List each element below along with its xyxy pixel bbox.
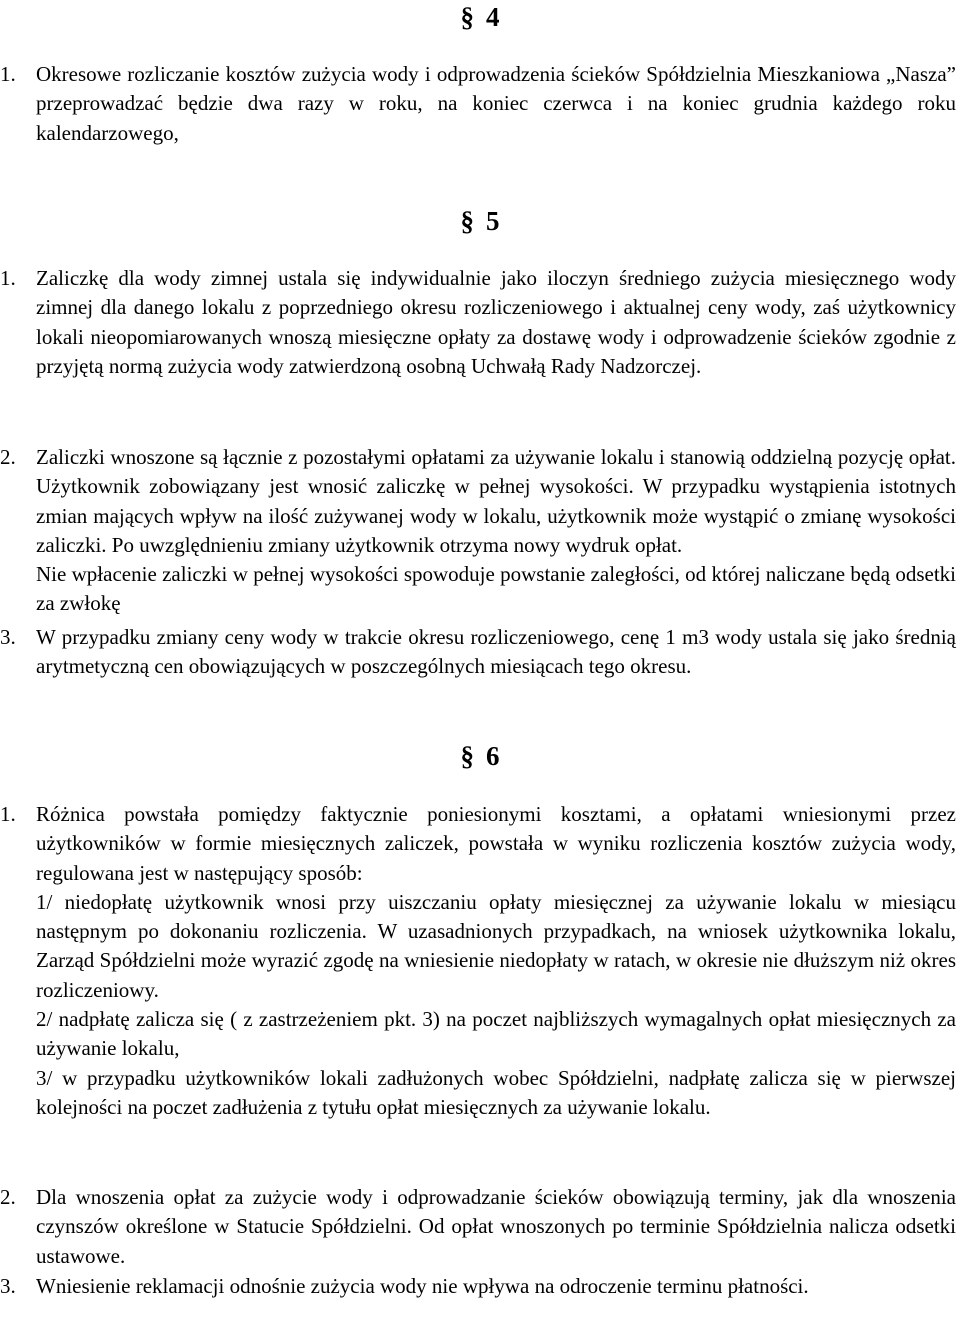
- section-number: 5: [486, 206, 500, 236]
- section-symbol: §: [460, 2, 474, 32]
- item-number: 2.: [0, 1185, 16, 1209]
- section-number: 6: [486, 741, 500, 771]
- item-text: [36, 60, 956, 148]
- item-text: [36, 1183, 956, 1271]
- item-text: [36, 264, 956, 381]
- section-heading: [0, 206, 960, 236]
- item-number: 3.: [0, 1274, 16, 1298]
- item-text: [36, 800, 956, 1122]
- section-heading: [0, 741, 960, 771]
- paragraph: Wniesienie reklamacji odnośnie zużycia wody nie wpływa na odroczenie terminu płatności.: [36, 1274, 809, 1298]
- paragraph: W przypadku zmiany ceny wody w trakcie okresu rozliczeniowego, cenę 1 m3 wody ustala się jako średnią arytmetyczną cen obowiązujących w poszczególnych miesiącach tego okresu.: [36, 625, 956, 679]
- paragraph: Okresowe rozliczanie kosztów zużycia wody i odprowadzenia ścieków Spółdzielnia Mieszkaniowa „Nasza” przeprowadzać będzie dwa razy w roku, na koniec czerwca i na koniec grudnia każdego roku kalendarzowego,: [36, 62, 956, 145]
- paragraph: 3/ w przypadku użytkowników lokali zadłużonych wobec Spółdzielni, nadpłatę zalicza się w pierwszej kolejności na poczet zadłużenia z tytułu opłat miesięcznych za używanie lokalu.: [36, 1065, 956, 1119]
- item-text: [36, 443, 956, 619]
- paragraph: Dla wnoszenia opłat za zużycie wody i odprowadzanie ścieków obowiązują terminy, jak dla wnoszenia czynszów określone w Statucie Spółdzielni. Od opłat wnoszonych po terminie Spółdzielnia nalicza odsetki ustawowe.: [36, 1185, 956, 1268]
- item-number: 1.: [0, 802, 16, 826]
- section-symbol: §: [460, 741, 474, 771]
- item-number: 1.: [0, 266, 16, 290]
- item-text: [36, 1272, 956, 1301]
- section-number: 4: [486, 2, 500, 32]
- section-heading: [0, 2, 960, 32]
- paragraph: Zaliczkę dla wody zimnej ustala się indywidualnie jako iloczyn średniego zużycia miesięcznego wody zimnej dla danego lokalu z poprzedniego okresu rozliczeniowego i aktualnej ceny wody, zaś użytkownicy lokali nieopomiarowanych wnoszą miesięczne opłaty za dostawę wody i odprowadzenie ścieków zgodnie z przyjętą normą zużycia wody zatwierdzoną osobną Uchwałą Rady Nadzorczej.: [36, 266, 956, 378]
- paragraph: Różnica powstała pomiędzy faktycznie poniesionymi kosztami, a opłatami wniesionymi przez użytkowników w formie miesięcznych zaliczek, powstała w wyniku rozliczenia kosztów zużycia wody, regulowana jest w następujący sposób:: [36, 802, 956, 885]
- item-number: 1.: [0, 62, 16, 86]
- item-number: 2.: [0, 445, 16, 469]
- paragraph: Nie wpłacenie zaliczki w pełnej wysokości spowoduje powstanie zaległości, od której naliczane będą odsetki za zwłokę: [36, 562, 956, 616]
- paragraph: Zaliczki wnoszone są łącznie z pozostałymi opłatami za używanie lokalu i stanowią oddzielną pozycję opłat. Użytkownik zobowiązany jest wnosić zaliczkę w pełnej wysokości. W przypadku wystąpienia istotnych zmian mających wpływ na ilość zużywanej wody w lokalu, użytkownik może wystąpić o zmianę wysokości zaliczki. Po uwzględnieniu zmiany użytkownik otrzyma nowy wydruk opłat.: [36, 445, 956, 557]
- item-text: [36, 623, 956, 682]
- paragraph: 1/ niedopłatę użytkownik wnosi przy uiszczaniu opłaty miesięcznej za używanie lokalu w miesiącu następnym po dokonaniu rozliczenia. W uzasadnionych przypadkach, na wniosek użytkownika lokalu, Zarząd Spółdzielni może wyrazić zgodę na wniesienie niedopłaty w ratach, w okresie nie dłuższym niż okres rozliczeniowy.: [36, 889, 956, 1002]
- paragraph: 2/ nadpłatę zalicza się ( z zastrzeżeniem pkt. 3) na poczet najbliższych wymagalnych opłat miesięcznych za używanie lokalu,: [36, 1007, 956, 1061]
- item-number: 3.: [0, 625, 16, 649]
- section-symbol: §: [460, 206, 474, 236]
